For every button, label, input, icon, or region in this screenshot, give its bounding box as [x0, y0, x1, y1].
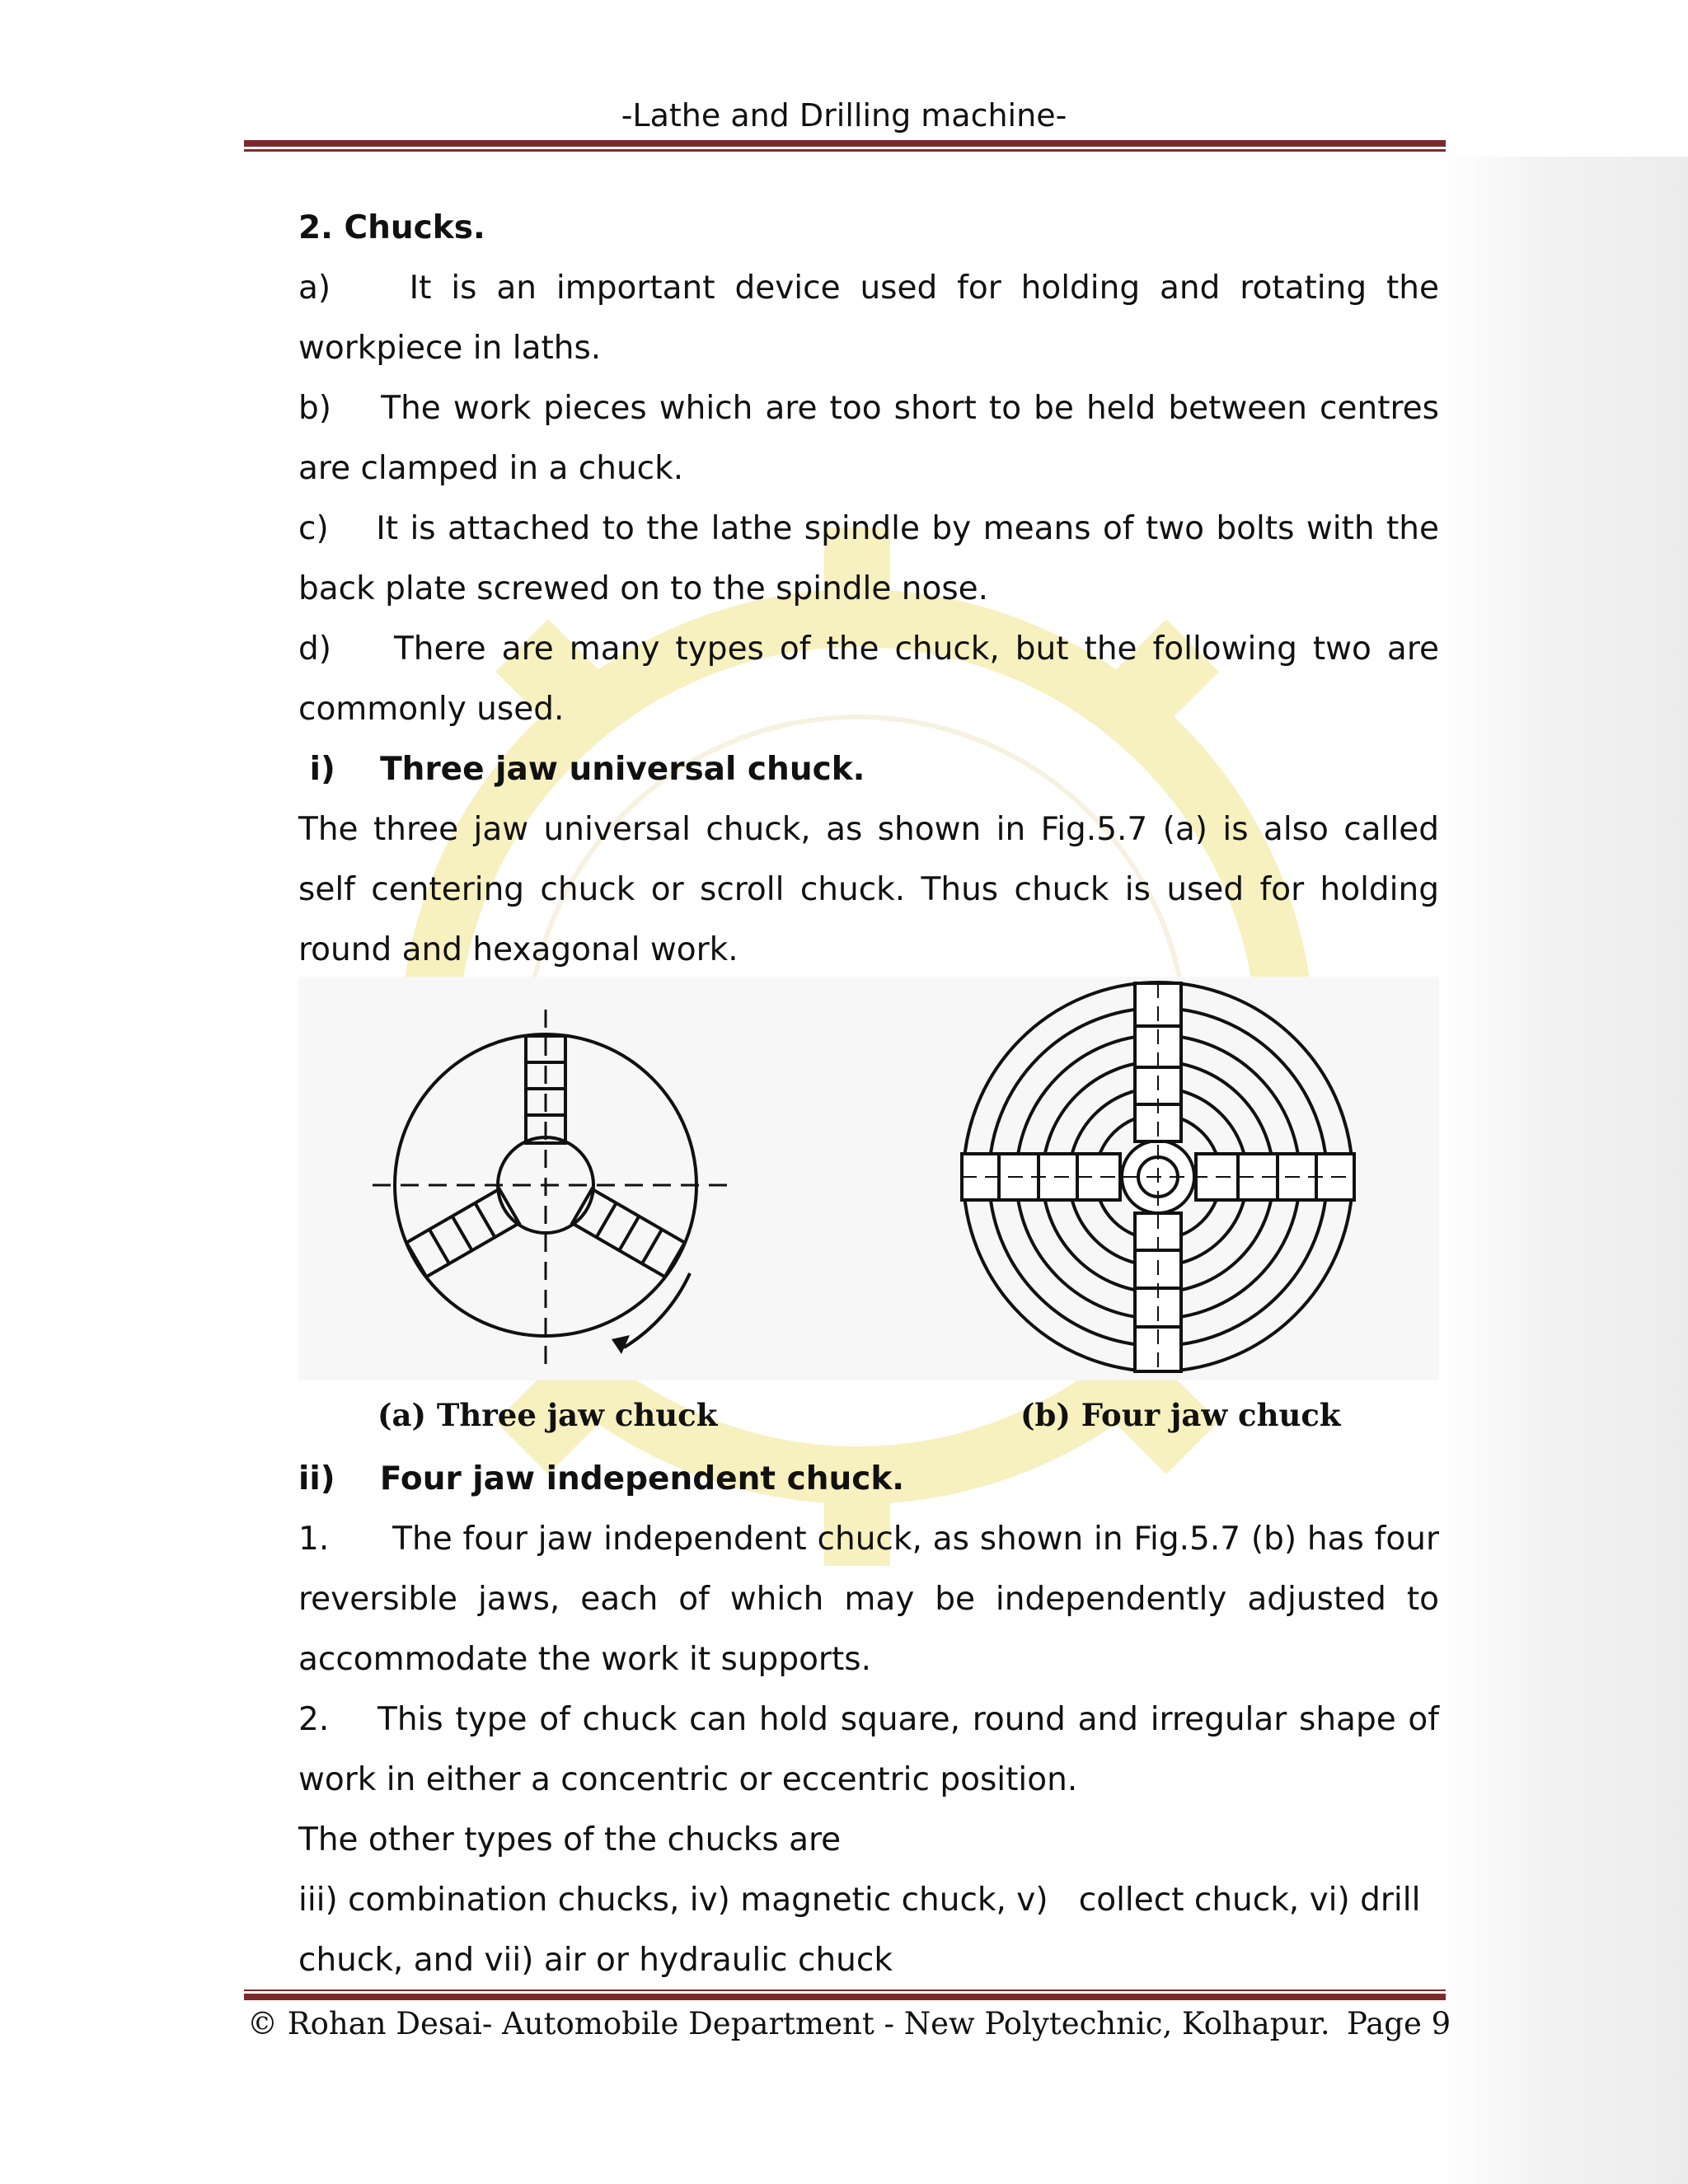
chucks-section: [298, 198, 1439, 980]
page-edge-shading: [1438, 157, 1688, 2184]
figure-caption-a: (a) Three jaw chuck: [377, 1397, 718, 1433]
three-jaw-heading: i) Three jaw universal chuck.: [298, 751, 865, 788]
footer-copyright: © Rohan Desai- Automobile Department - New Polytechnic, Kolhapur.: [247, 2006, 1330, 2041]
four-jaw-point-1: 1. The four jaw independent chuck, as shown in Fig.5.7 (b) has four reversible jaws, each of which may be independently adjusted to accommodate the work it supports.: [298, 1521, 1439, 1678]
four-jaw-section: [298, 1449, 1439, 1990]
figure-caption-b: (b) Four jaw chuck: [1020, 1397, 1341, 1433]
section-heading: 2. Chucks.: [298, 209, 485, 246]
running-header: -Lathe and Drilling machine-: [621, 97, 1067, 134]
header-rule: [244, 140, 1446, 152]
four-jaw-point-2: 2. This type of chuck can hold square, round and irregular shape of work in either a concentric or eccentric position.: [298, 1701, 1439, 1798]
other-types-list: iii) combination chucks, iv) magnetic chuck, v) collect chuck, vi) drill chuck, and vii) air or hydraulic chuck: [298, 1882, 1421, 1979]
four-jaw-heading: ii) Four jaw independent chuck.: [298, 1460, 905, 1497]
four-jaw-chuck-drawing: [962, 982, 1354, 1371]
footer-rule: [244, 1990, 1446, 2000]
other-types-intro: The other types of the chucks are: [298, 1821, 842, 1858]
three-jaw-text: The three jaw universal chuck, as shown in Fig.5.7 (a) is also called self centering chuck or scroll chuck. Thus chuck is used for holding round and hexagonal work.: [298, 811, 1439, 968]
page-number: Page 9: [1347, 2006, 1451, 2041]
chuck-figure: [298, 977, 1439, 1380]
point-a: a) It is an important device used for holding and rotating the workpiece in laths.: [298, 269, 1439, 367]
point-c: c) It is attached to the lathe spindle by means of two bolts with the back plate screwed on to the spindle nose.: [298, 510, 1439, 607]
point-d: d) There are many types of the chuck, but the following two are commonly used.: [298, 630, 1439, 728]
point-b: b) The work pieces which are too short to be held between centres are clamped in a chuck.: [298, 390, 1439, 487]
